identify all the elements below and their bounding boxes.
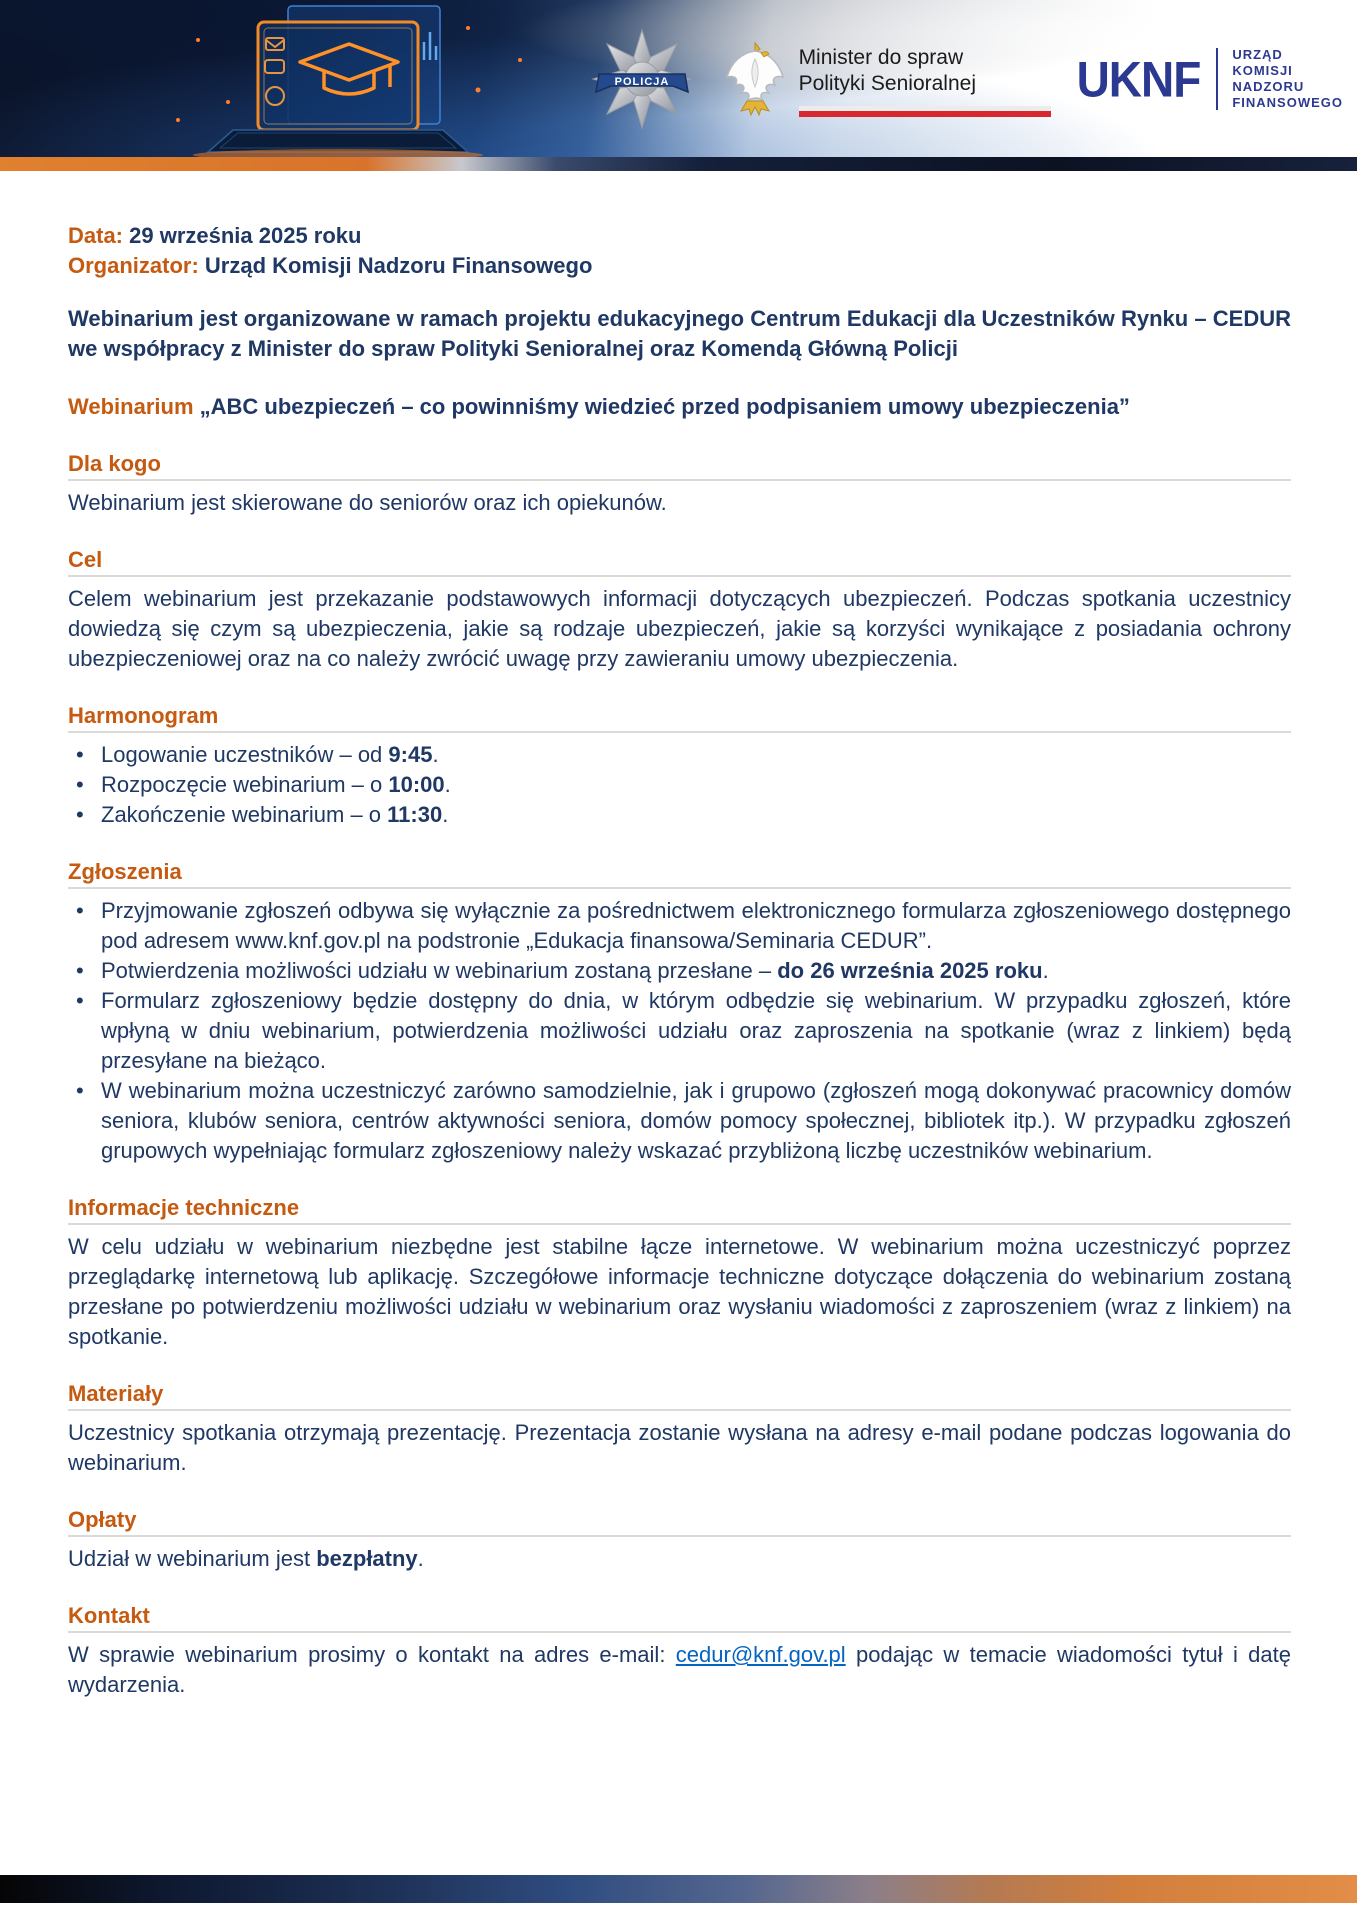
materialy-text: Uczestnicy spotkania otrzymają prezentację. Prezentacja zostanie wysłana na adresy e-mail podane podczas logowania do webinarium.: [68, 1420, 1291, 1475]
section-kontakt: [68, 1604, 1291, 1700]
kontakt-pre: W sprawie webinarium prosimy o kontakt na adres e-mail:: [68, 1642, 676, 1667]
section-heading-materialy: Materiały: [68, 1382, 1291, 1411]
police-label: POLICJA: [614, 75, 669, 88]
uknf-full-name: [1232, 47, 1343, 111]
dla-kogo-text: Webinarium jest skierowane do seniorów oraz ich opiekunów.: [68, 490, 667, 515]
uknf-acronym: UKNF: [1076, 50, 1201, 107]
item-text: Zakończenie webinarium – o: [101, 802, 388, 827]
section-heading-harmonogram: Harmonogram: [68, 704, 1291, 733]
contact-email-link[interactable]: cedur@knf.gov.pl: [675, 1642, 846, 1667]
item-text: Przyjmowanie zgłoszeń odbywa się wyłącznie za pośrednictwem elektronicznego formularza zgłoszeniowego dostępnego pod adresem www.knf.gov.pl na podstronie „Edukacja finansowa/Seminaria CEDUR”.: [101, 898, 1291, 953]
item-text: Logowanie uczestników – od: [101, 742, 389, 767]
item-bold: 11:30: [387, 802, 443, 827]
laptop-hologram-illustration: [138, 0, 558, 157]
zgloszenia-list: [68, 896, 1291, 1166]
list-item: [68, 956, 1291, 986]
item-text: Formularz zgłoszeniowy będzie dostępny do dnia, w którym odbędzie się webinarium. W przypadku zgłoszeń, które wpłyną w dniu webinarium, potwierdzenia możliwości udziału oraz zaproszenia na spotkanie (wraz z linkiem) będą przesyłane na bieżąco.: [101, 988, 1291, 1073]
item-text: Rozpoczęcie webinarium – o: [101, 772, 389, 797]
section-heading-dla-kogo: Dla kogo: [68, 452, 1291, 481]
polish-eagle-icon: [721, 33, 789, 125]
flag-red-stripe: [799, 111, 1051, 117]
list-item: [68, 800, 1291, 830]
organizer-value: Urząd Komisji Nadzoru Finansowego: [198, 253, 593, 278]
kontakt-post: podając w temacie wiadomości tytuł i datę wydarzenia.: [68, 1642, 1292, 1697]
header-gradient-bar: [0, 157, 1357, 171]
oplaty-post: .: [417, 1546, 424, 1571]
uknf-name-line: URZĄD: [1232, 46, 1283, 62]
section-heading-cel: Cel: [68, 548, 1291, 577]
informacje-text: W celu udziału w webinarium niezbędne jest stabilne łącze internetowe. W webinarium można uczestniczyć poprzez przeglądarkę internetową lub aplikację. Szczegółowe informacje techniczne dotyczące dołączenia do webinarium zostaną przesłane po potwierdzeniu możliwości udziału w webinarium oraz wysłaniu wiadomości z zaproszeniem (wraz z linkiem) na spotkanie.: [68, 1234, 1291, 1349]
webinar-title-label: Webinarium: [68, 394, 194, 419]
section-zgloszenia: [68, 860, 1291, 1166]
section-cel: [68, 548, 1291, 674]
uknf-separator-line: [1216, 48, 1218, 110]
item-text: .: [442, 802, 449, 827]
list-item: [68, 986, 1291, 1076]
date-line: [68, 221, 1291, 251]
section-heading-zgloszenia: Zgłoszenia: [68, 860, 1291, 889]
uknf-logo: [1077, 47, 1343, 111]
item-text: .: [1042, 958, 1049, 983]
uknf-name-line: NADZORU: [1232, 78, 1305, 94]
list-item: [68, 1076, 1291, 1166]
uknf-name-line: KOMISJI: [1232, 62, 1293, 78]
oplaty-text: [68, 1544, 1291, 1574]
minister-line1: Minister do spraw: [798, 45, 964, 69]
header-banner: [0, 0, 1357, 157]
minister-logo: [721, 33, 1051, 125]
oplaty-pre: Udział w webinarium jest: [68, 1546, 317, 1571]
item-bold: do 26 września 2025 roku: [777, 958, 1043, 983]
item-text: Potwierdzenia możliwości udziału w webinarium zostaną przesłane –: [101, 958, 778, 983]
section-heading-kontakt: Kontakt: [68, 1604, 1291, 1633]
webinar-title-text: „ABC ubezpieczeń – co powinniśmy wiedzieć przed podpisaniem umowy ubezpieczenia”: [193, 394, 1130, 419]
date-value: 29 września 2025 roku: [123, 223, 362, 248]
list-item: [68, 896, 1291, 956]
section-dla-kogo: [68, 452, 1291, 518]
list-item: [68, 770, 1291, 800]
footer-gradient-bar: [0, 1875, 1357, 1903]
minister-flag-bar: [799, 106, 1051, 117]
item-text: .: [432, 742, 439, 767]
oplaty-bold: bezpłatny: [316, 1546, 418, 1571]
section-oplaty: [68, 1508, 1291, 1574]
item-text: W webinarium można uczestniczyć zarówno samodzielnie, jak i grupowo (zgłoszeń mogą dokonywać pracownicy domów seniora, klubów seniora, centrów aktywności seniora, domów pomocy społecznej, bibliotek itp.). W przypadku zgłoszeń grupowych wypełniając formularz zgłoszeniowy należy wskazać przybliżoną liczbę uczestników webinarium.: [101, 1078, 1291, 1163]
section-harmonogram: [68, 704, 1291, 830]
webinar-title: [68, 392, 1291, 422]
date-label: Data:: [68, 223, 124, 248]
minister-logo-text: [799, 33, 1051, 117]
section-materialy: [68, 1382, 1291, 1478]
item-bold: 10:00: [388, 772, 445, 797]
item-text: .: [444, 772, 451, 797]
document-body: [0, 171, 1357, 1700]
section-informacje-techniczne: [68, 1196, 1291, 1352]
header-logos: [589, 0, 1343, 157]
harmonogram-list: [68, 740, 1291, 830]
item-bold: 9:45: [388, 742, 433, 767]
intro-paragraph: Webinarium jest organizowane w ramach projektu edukacyjnego Centrum Edukacji dla Uczestników Rynku – CEDUR we współpracy z Minister do spraw Polityki Senioralnej oraz Komendą Główną Policji: [68, 306, 1291, 361]
section-heading-informacje: Informacje techniczne: [68, 1196, 1291, 1225]
section-heading-oplaty: Opłaty: [68, 1508, 1291, 1537]
cel-text: Celem webinarium jest przekazanie podstawowych informacji dotyczących ubezpieczeń. Podczas spotkania uczestnicy dowiedzą się czym są ubezpieczenia, jakie są rodzaje ubezpieczeń, jakie są korzyści wynikające z posiadania ochrony ubezpieczeniowej oraz na co należy zwrócić uwagę przy zawieraniu umowy ubezpieczenia.: [68, 586, 1291, 671]
minister-line2: Polityki Senioralnej: [798, 71, 976, 95]
police-logo: [589, 26, 695, 132]
uknf-name-line: FINANSOWEGO: [1232, 94, 1343, 110]
organizer-label: Organizator:: [68, 253, 199, 278]
organizer-line: [68, 251, 1291, 281]
list-item: [68, 740, 1291, 770]
police-star-icon: [589, 26, 695, 132]
kontakt-text: [68, 1640, 1291, 1700]
